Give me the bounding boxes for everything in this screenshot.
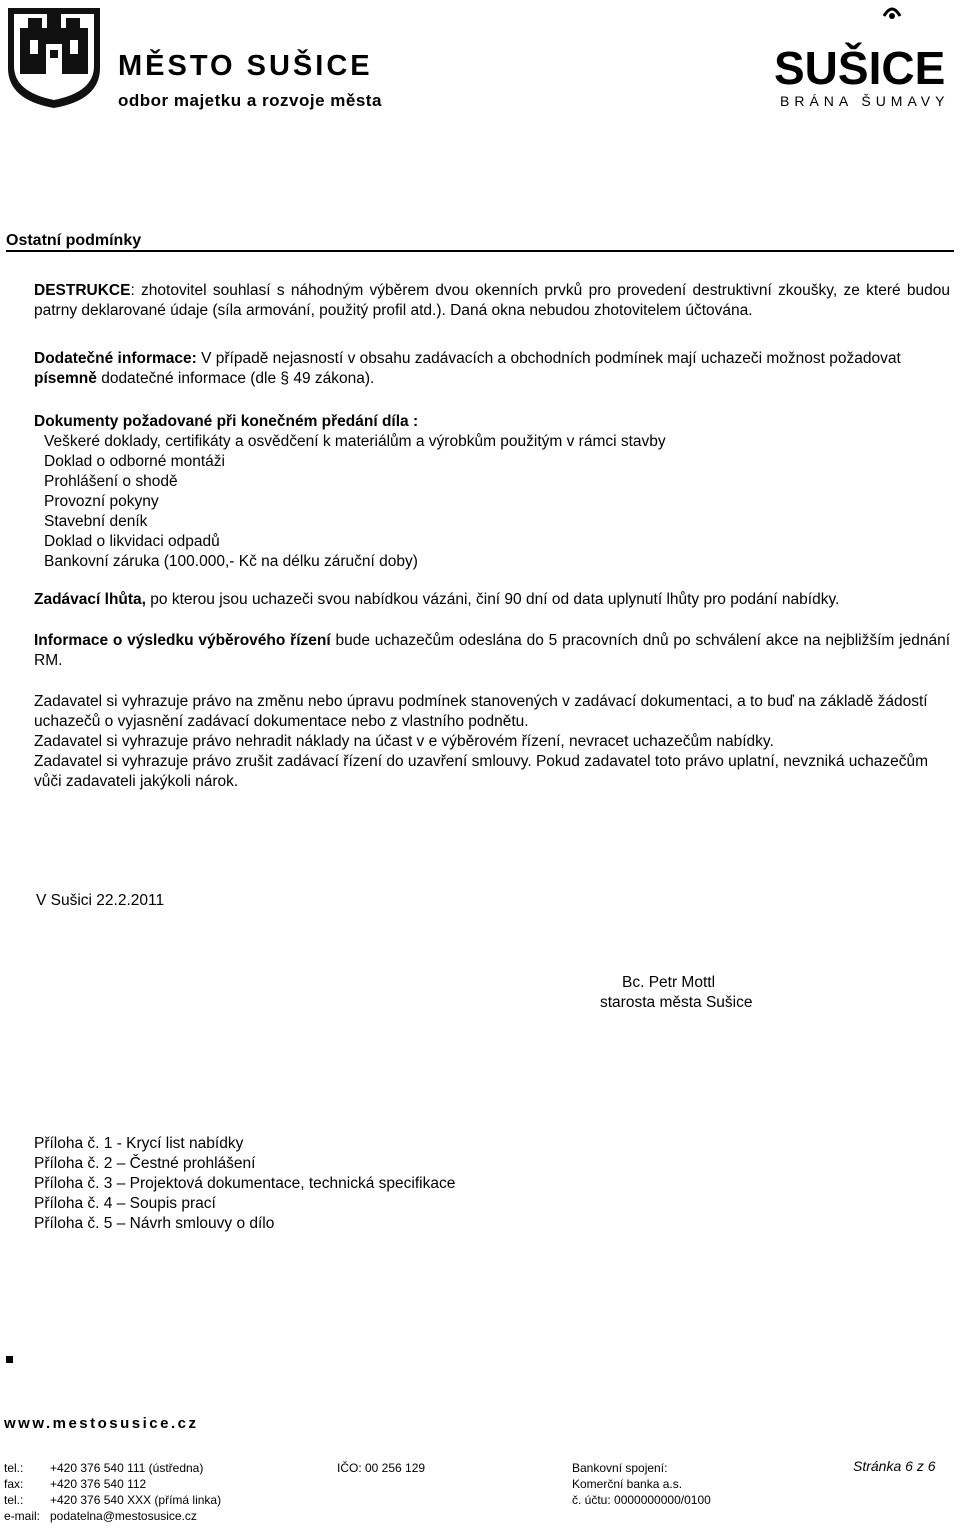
section-title: Ostatní podmínky <box>6 232 142 249</box>
footer-website[interactable]: www.mestosusice.cz <box>4 1415 199 1432</box>
list-item: Provozní pokyny <box>44 493 159 510</box>
list-item: Příloha č. 3 – Projektová dokumentace, technická specifikace <box>34 1175 456 1192</box>
destrukce-text: : zhotovitel souhlasí s náhodným výběrem dvou okenních prvků pro provedení destruktivní zkoušky, ze které budou patrny deklarované údaje (síla armování, použitý profil atd.). Daná okna nebudou zhotovitelem účtována. <box>34 282 950 319</box>
list-item: Příloha č. 5 – Návrh smlouvy o dílo <box>34 1215 275 1232</box>
city-coat-of-arms <box>4 4 104 110</box>
contact-row: tel.: +420 376 540 XXX (přímá linka) <box>4 1493 222 1507</box>
svg-text:BRÁNA ŠUMAVY: BRÁNA ŠUMAVY <box>780 93 950 109</box>
contact-row: fax: +420 376 540 112 <box>4 1477 147 1491</box>
susice-logo <box>772 2 958 110</box>
vyhrady-paragraph-1: Zadavatel si vyhrazuje právo na změnu nebo úpravu podmínek stanovených v zadávací dokumentaci, a to buď na základě žádostí uchazečů o vyjasnění zadávací dokumentace nebo z vlastního podnětu. <box>34 693 928 730</box>
place-date: V Sušici 22.2.2011 <box>36 892 165 909</box>
dokumenty-heading: Dokumenty požadované při konečném předání díla : <box>34 413 419 430</box>
list-item: Příloha č. 4 – Soupis prací <box>34 1195 216 1212</box>
header-subtitle: odbor majetku a rozvoje města <box>118 91 382 110</box>
vyhrady-paragraph-2: Zadavatel si vyhrazuje právo nehradit náklady na účast v e výběrovém řízení, nevracet uchazečům nabídky. <box>34 733 774 750</box>
list-item: Příloha č. 1 - Krycí list nabídky <box>34 1135 244 1152</box>
svg-text:SUŠICE: SUŠICE <box>774 42 946 94</box>
list-item: Veškeré doklady, certifikáty a osvědčení k materiálům a výrobkům použitým v rámci stavby <box>44 433 666 450</box>
contact-row: e-mail: podatelna@mestosusice.cz <box>4 1509 197 1523</box>
footer-ico: IČO: 00 256 129 <box>337 1461 426 1475</box>
page-number: Stránka 6 z 6 <box>853 1458 936 1474</box>
list-item: Doklad o odborné montáži <box>44 453 225 470</box>
vysledek-paragraph: Informace o výsledku výběrového řízení bude uchazečům odeslána do 5 pracovních dnů po schválení akce na nejbližším jednání RM. <box>34 632 951 669</box>
destrukce-label: DESTRUKCE <box>34 282 131 299</box>
footer-contacts <box>4 1460 221 1524</box>
contact-row: tel.: +420 376 540 111 (ústředna) <box>4 1461 204 1475</box>
dokumenty-list <box>44 432 666 572</box>
list-item: Doklad o likvidaci odpadů <box>44 533 220 550</box>
bullet-mark <box>6 1356 13 1363</box>
signer-role: starosta města Sušice <box>600 994 753 1011</box>
lhuta-paragraph: Zadávací lhůta, po kterou jsou uchazeči svou nabídkou vázáni, činí 90 dní od data uplynutí lhůty pro podání nabídky. <box>34 591 840 608</box>
destrukce-paragraph <box>34 281 950 321</box>
list-item: Bankovní záruka (100.000,- Kč na délku záruční doby) <box>44 553 418 570</box>
section-divider <box>6 250 954 252</box>
header-title: MĚSTO SUŠICE <box>118 50 373 82</box>
list-item: Stavební deník <box>44 513 148 530</box>
dodatecne-label: Dodatečné informace: <box>34 350 197 367</box>
attachments-list <box>34 1134 455 1234</box>
footer-bank: Bankovní spojení: Komerční banka a.s. č. účtu: 0000000000/0100 <box>572 1461 711 1507</box>
list-item: Příloha č. 2 – Čestné prohlášení <box>34 1155 256 1172</box>
signature-block <box>600 973 752 1013</box>
vyhrady-paragraph-3: Zadavatel si vyhrazuje právo zrušit zadávací řízení do uzavření smlouvy. Pokud zadavatel toto právo uplatní, nevzniká uchazečům vůči zadavateli jakýkoli nárok. <box>34 753 929 790</box>
list-item: Prohlášení o shodě <box>44 473 178 490</box>
dodatecne-paragraph: Dodatečné informace: V případě nejasností v obsahu zadávacích a obchodních podmínek mají uchazeči možnost požadovat písemně dodatečné informace (dle § 49 zákona). <box>34 350 901 387</box>
signer-name: Bc. Petr Mottl <box>622 974 716 991</box>
